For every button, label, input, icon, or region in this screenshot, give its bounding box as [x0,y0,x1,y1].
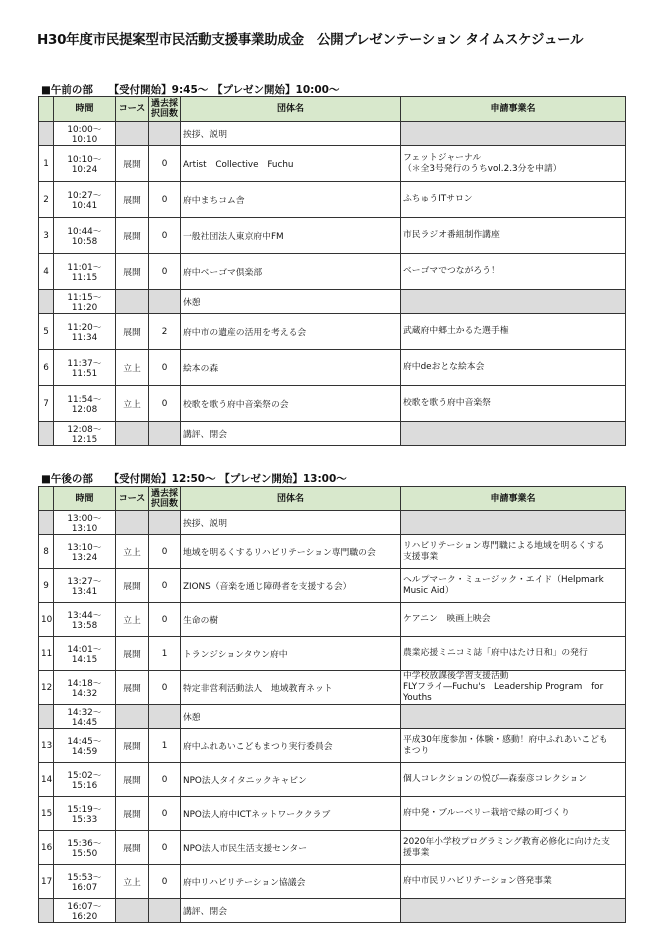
project-line: 平成30年度参加・体験・感動！府中ふれあいこども [403,734,608,745]
no-cell: 16 [39,831,54,865]
count-cell: 0 [149,146,181,182]
project-line: 校歌を歌う府中音楽祭 [403,398,491,408]
no-cell: 2 [39,182,54,218]
course-cell: 立上 [116,535,149,569]
schedule-row [39,314,626,350]
group-name-cell: 府中ふれあいこどもまつり実行委員会 [181,729,401,763]
course-cell: 立上 [116,865,149,899]
no-cell: 13 [39,729,54,763]
count-cell [149,899,181,923]
group-name-cell: NPO法人市民生活支援センター [181,831,401,865]
course-cell: 展開 [116,831,149,865]
project-line: 援事業 [403,847,430,858]
group-name-cell: 校歌を歌う府中音楽祭の会 [181,386,401,422]
no-cell [39,422,54,446]
schedule-row [39,637,626,671]
time-cell: 12:08～12:15 [54,422,116,446]
schedule-row [39,218,626,254]
event-name-cell: 休憩 [181,290,401,314]
no-cell: 8 [39,535,54,569]
course-cell: 立上 [116,350,149,386]
count-cell: 2 [149,314,181,350]
event-row [39,511,626,535]
time-cell: 13:00～13:10 [54,511,116,535]
project-line: 支援事業 [403,551,439,562]
time-cell: 10:10～10:24 [54,146,116,182]
project-name-cell [401,831,626,865]
group-name-cell: 特定非営利活動法人 地域教育ネット [181,671,401,705]
time-cell: 14:32～14:45 [54,705,116,729]
group-name-cell: トランジションタウン府中 [181,637,401,671]
group-header: 団体名 [181,97,401,122]
project-line: 個人コレクションの悦び―森泰彦コレクション [403,774,588,784]
project-line: Music Aid） [403,585,454,596]
no-cell: 3 [39,218,54,254]
count-cell: 0 [149,182,181,218]
schedule-row [39,182,626,218]
project-line: まつり [403,745,430,756]
course-cell: 展開 [116,671,149,705]
no-cell: 1 [39,146,54,182]
count-cell [149,422,181,446]
project-name-cell [401,603,626,637]
past-count-header: 過去採 択回数 [149,97,181,122]
project-name-cell [401,569,626,603]
group-name-cell: 一般社団法人東京府中FM [181,218,401,254]
time-cell: 10:27～10:41 [54,182,116,218]
no-cell: 17 [39,865,54,899]
project-name-cell [401,865,626,899]
course-cell [116,705,149,729]
schedule-row [39,865,626,899]
time-cell: 11:01～11:15 [54,254,116,290]
project-cell [401,122,626,146]
count-cell: 0 [149,671,181,705]
no-cell: 9 [39,569,54,603]
past-count-header: 過去採 択回数 [149,487,181,511]
count-cell [149,290,181,314]
group-name-cell: NPO法人府中ICTネットワーククラブ [181,797,401,831]
table-header-row [39,487,626,511]
course-cell: 展開 [116,146,149,182]
no-cell [39,899,54,923]
group-name-cell: ZIONS（音楽を通じ障碍者を支援する会） [181,569,401,603]
course-cell: 展開 [116,729,149,763]
event-name-cell: 挨拶、説明 [181,122,401,146]
course-cell: 立上 [116,603,149,637]
group-name-cell: 府中リハビリテーション協議会 [181,865,401,899]
project-line: 中学校放課後学習支援活動 [403,671,509,681]
time-cell: 14:45～14:59 [54,729,116,763]
event-row [39,899,626,923]
no-cell [39,290,54,314]
afternoon-section-label: ■午後の部 【受付開始】12:50～ 【プレゼン開始】13:00～ [41,473,347,485]
no-cell: 12 [39,671,54,705]
project-name-cell [401,671,626,705]
project-name-cell [401,218,626,254]
count-cell: 0 [149,763,181,797]
count-cell [149,122,181,146]
project-name-cell [401,797,626,831]
table-header-row [39,97,626,122]
project-line: ふちゅうITサロン [403,194,473,204]
project-line: 2020年小学校プログラミング教育必修化に向けた支 [403,836,610,847]
no-cell: 4 [39,254,54,290]
schedule-row [39,831,626,865]
count-cell: 0 [149,350,181,386]
count-cell: 0 [149,831,181,865]
project-line: 府中発・ブルーベリー栽培で緑の町づくり [403,808,570,818]
project-name-cell [401,386,626,422]
course-cell: 展開 [116,254,149,290]
project-line: 府中deおとな絵本会 [403,362,485,372]
afternoon-schedule-table [38,486,626,923]
no-cell: 6 [39,350,54,386]
count-cell: 1 [149,729,181,763]
schedule-row [39,569,626,603]
course-cell [116,122,149,146]
schedule-row [39,146,626,182]
event-row [39,422,626,446]
project-name-cell [401,350,626,386]
course-cell: 展開 [116,182,149,218]
project-name-cell [401,314,626,350]
schedule-row [39,603,626,637]
time-cell: 13:27～13:41 [54,569,116,603]
time-cell: 11:37～11:51 [54,350,116,386]
no-cell: 11 [39,637,54,671]
count-cell: 0 [149,218,181,254]
course-cell: 展開 [116,797,149,831]
schedule-row [39,763,626,797]
no-header [39,487,54,511]
no-header [39,97,54,122]
group-name-cell: 府中まちコム舎 [181,182,401,218]
group-name-cell: 府中市の遺産の活用を考える会 [181,314,401,350]
project-line: Youths [403,693,432,703]
project-line: （＊全3号発行のうちvol.2.3分を申請） [403,163,562,174]
project-name-cell [401,254,626,290]
count-cell [149,705,181,729]
count-cell: 0 [149,797,181,831]
morning-schedule-table [38,96,626,446]
morning-section-label: ■午前の部 【受付開始】9:45～ 【プレゼン開始】10:00～ [41,84,340,96]
schedule-row [39,797,626,831]
project-cell [401,511,626,535]
time-cell: 13:10～13:24 [54,535,116,569]
count-cell [149,511,181,535]
project-cell [401,705,626,729]
no-cell [39,122,54,146]
time-cell: 11:15～11:20 [54,290,116,314]
time-cell: 14:18～14:32 [54,671,116,705]
time-cell: 11:20～11:34 [54,314,116,350]
project-name-cell [401,146,626,182]
schedule-row [39,535,626,569]
event-name-cell: 挨拶、説明 [181,511,401,535]
project-name-cell [401,535,626,569]
project-line: ケアニン 映画上映会 [403,614,491,624]
project-line: 市民ラジオ番組制作講座 [403,230,500,240]
course-cell [116,511,149,535]
project-cell [401,899,626,923]
project-line: ヘルプマーク・ミュージック・エイド（Helpmark [403,574,604,585]
time-cell: 13:44～13:58 [54,603,116,637]
time-cell: 15:02～15:16 [54,763,116,797]
project-line: フェットジャーナル [403,152,482,163]
project-line: リハビリテーション専門職による地域を明るくする [403,540,605,551]
count-cell: 0 [149,865,181,899]
course-cell: 展開 [116,763,149,797]
project-line: 武蔵府中郷土かるた選手権 [403,326,509,336]
group-name-cell: 絵本の森 [181,350,401,386]
project-line: 農業応援ミニコミ誌「府中はたけ日和」の発行 [403,648,588,658]
time-cell: 10:44～10:58 [54,218,116,254]
project-name-cell [401,637,626,671]
count-cell: 0 [149,603,181,637]
no-cell: 15 [39,797,54,831]
group-name-cell: 生命の樹 [181,603,401,637]
course-cell: 立上 [116,386,149,422]
schedule-row [39,350,626,386]
event-row [39,290,626,314]
time-cell: 15:19～15:33 [54,797,116,831]
group-name-cell: 地域を明るくするリハビリテーション専門職の会 [181,535,401,569]
count-cell: 0 [149,254,181,290]
event-name-cell: 講評、閉会 [181,422,401,446]
count-cell: 0 [149,386,181,422]
group-name-cell: Artist Collective Fuchu [181,146,401,182]
project-line: 府中市民リハビリテーション啓発事業 [403,876,552,886]
schedule-row [39,729,626,763]
schedule-row [39,386,626,422]
no-cell: 10 [39,603,54,637]
time-cell: 11:54～12:08 [54,386,116,422]
no-cell: 5 [39,314,54,350]
schedule-row [39,671,626,705]
project-name-cell [401,763,626,797]
group-header: 団体名 [181,487,401,511]
project-cell [401,422,626,446]
page-title: H30年度市民提案型市民活動支援事業助成金 公開プレゼンテーション タイムスケジュール [37,32,584,48]
event-row [39,122,626,146]
project-line: ベーゴマでつながろう！ [403,266,500,276]
project-header: 申請事業名 [401,487,626,511]
project-cell [401,290,626,314]
time-header: 時間 [54,97,116,122]
time-cell: 10:00～10:10 [54,122,116,146]
no-cell [39,705,54,729]
course-header: コース [116,487,149,511]
course-cell: 展開 [116,314,149,350]
project-header: 申請事業名 [401,97,626,122]
project-name-cell [401,182,626,218]
course-cell: 展開 [116,569,149,603]
no-cell: 7 [39,386,54,422]
course-header: コース [116,97,149,122]
no-cell [39,511,54,535]
course-cell [116,290,149,314]
event-row [39,705,626,729]
time-header: 時間 [54,487,116,511]
group-name-cell: 府中ベーゴマ倶楽部 [181,254,401,290]
course-cell [116,899,149,923]
count-cell: 1 [149,637,181,671]
course-cell: 展開 [116,637,149,671]
event-name-cell: 休憩 [181,705,401,729]
count-cell: 0 [149,569,181,603]
group-name-cell: NPO法人タイタニックキャビン [181,763,401,797]
course-cell: 展開 [116,218,149,254]
count-cell: 0 [149,535,181,569]
no-cell: 14 [39,763,54,797]
schedule-row [39,254,626,290]
time-cell: 16:07～16:20 [54,899,116,923]
time-cell: 15:53～16:07 [54,865,116,899]
time-cell: 15:36～15:50 [54,831,116,865]
course-cell [116,422,149,446]
event-name-cell: 講評、閉会 [181,899,401,923]
project-name-cell [401,729,626,763]
project-line: FLYフライ―Fuchu's Leadership Program for [403,682,604,692]
time-cell: 14:01～14:15 [54,637,116,671]
